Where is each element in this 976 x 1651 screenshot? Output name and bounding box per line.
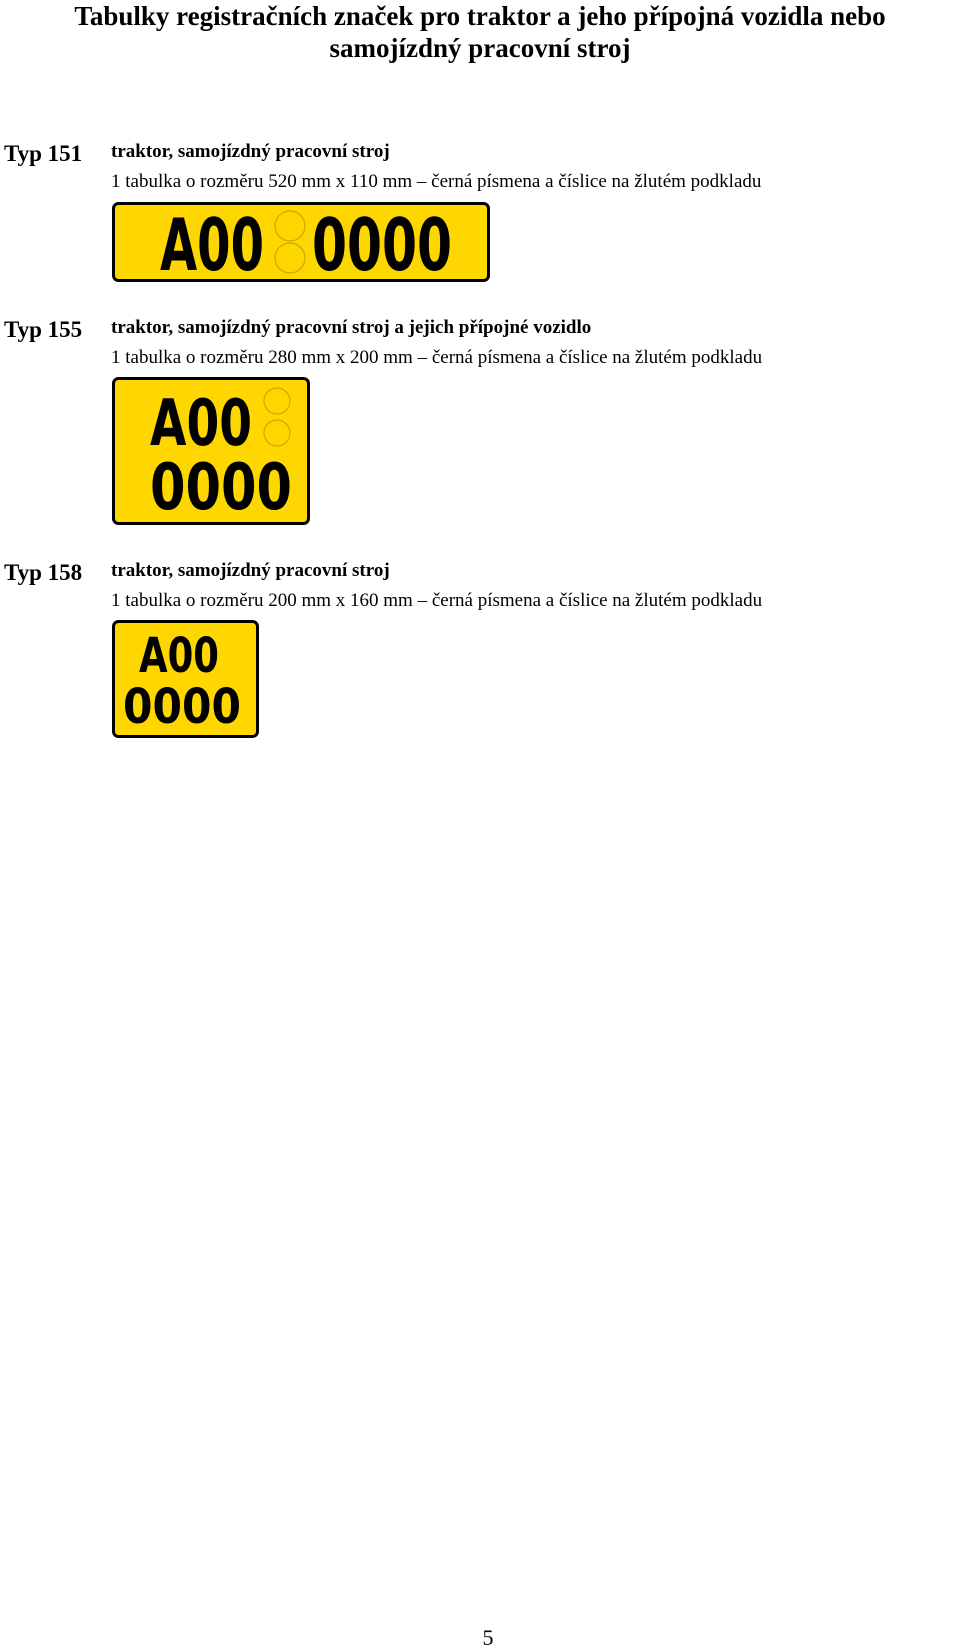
- section-description: 1 tabulka o rozměru 280 mm x 200 mm – černá písmena a číslice na žlutém podkladu: [111, 347, 763, 368]
- section-description: 1 tabulka o rozměru 520 mm x 110 mm – černá písmena a číslice na žlutém podkladu: [111, 171, 762, 192]
- license-plate-typ-155: [112, 377, 310, 525]
- plate-series-text: A00: [150, 387, 252, 461]
- section-description: 1 tabulka o rozměru 200 mm x 160 mm – černá písmena a číslice na žlutém podkladu: [111, 590, 763, 611]
- section-heading: traktor, samojízdný pracovní stroj: [111, 141, 390, 162]
- page-number: 5: [482, 1625, 494, 1650]
- document-title: [0, 0, 960, 64]
- license-plate-graphic: [112, 202, 490, 287]
- type-label: Typ 158: [4, 560, 83, 585]
- license-plate-typ-151: [112, 202, 490, 287]
- plate-series-text: A00: [139, 628, 219, 684]
- section-heading: traktor, samojízdný pracovní stroj: [111, 560, 390, 581]
- type-label: Typ 151: [4, 141, 83, 166]
- plate-series-text: A00: [160, 203, 264, 287]
- section-heading: traktor, samojízdný pracovní stroj a jejich přípojné vozidlo: [111, 317, 592, 338]
- license-plate-graphic: [112, 620, 259, 738]
- plate-number-text: 0000: [150, 451, 292, 525]
- plate-number-text: 0000: [123, 679, 241, 735]
- plate-number-text: 0000: [312, 203, 452, 287]
- type-label: Typ 155: [4, 317, 83, 342]
- license-plate-typ-158: [112, 620, 259, 738]
- document-title-line-1: Tabulky registračních značek pro traktor a jeho přípojná vozidla nebo: [74, 1, 886, 31]
- document-title-line-2: samojízdný pracovní stroj: [329, 33, 631, 63]
- license-plate-graphic: [112, 377, 310, 525]
